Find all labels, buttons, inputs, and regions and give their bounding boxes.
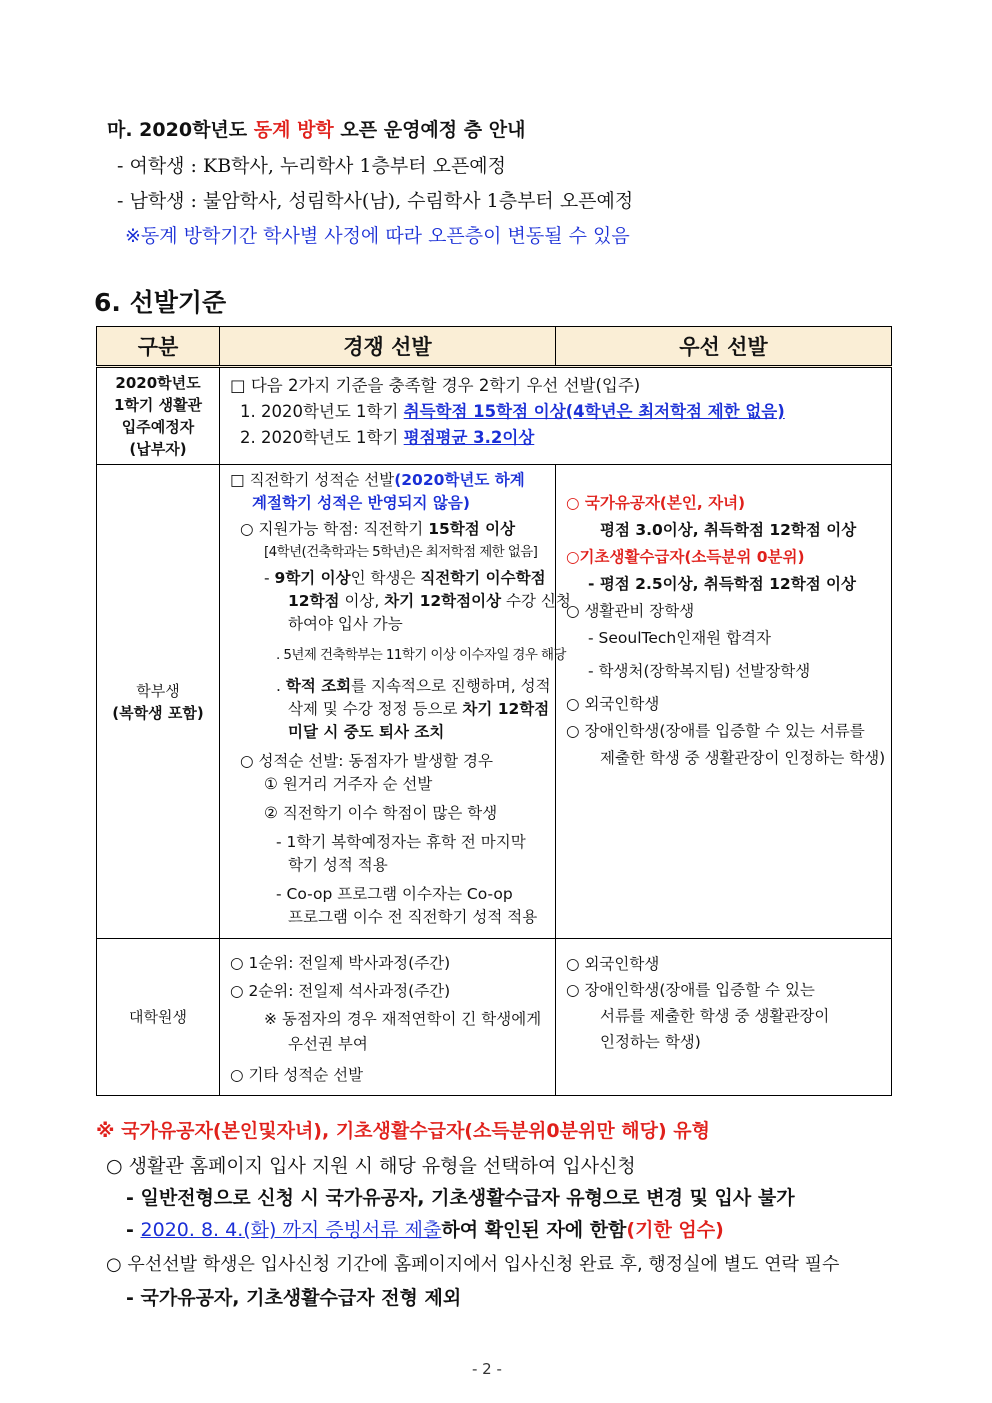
credits-requirement: 취득학점 15학점 이상(4학년은 최저학점 제한 없음) [403, 402, 785, 421]
prio-line: 서류를 제출한 학생 중 생활관장이 [600, 1007, 830, 1025]
text: (2020학년도 하계 [394, 471, 525, 489]
notice-heading-prefix: 마. 2020학년도 [107, 119, 254, 141]
deadline-strict: (기한 엄수) [626, 1219, 724, 1241]
text: 9학기 이상 [274, 569, 351, 587]
text: 를 지속적으로 진행하며, 성적 [351, 677, 551, 695]
notice-male: - 남학생 : 불암학사, 성림학사(남), 수림학사 1층부터 오픈예정 [117, 190, 634, 212]
gpa-requirement: 평점평균 3.2이상 [403, 428, 535, 447]
undergrad-competitive [220, 465, 571, 939]
notice-female: - 여학생 : KB학사, 누리학사 1층부터 오픈예정 [117, 155, 507, 177]
header-priority: 우선 선발 [556, 327, 892, 367]
comp-line: - 1학기 복학예정자는 휴학 전 마지막 [276, 833, 526, 851]
note-contact-required: ○ 우선선발 학생은 입사신청 기간에 홈페이지에서 입사신청 완료 후, 행정실에 별도 연락 필수 [106, 1254, 840, 1275]
category-line: (복학생 포함) [112, 703, 204, 722]
text: 15학점 이상 [428, 520, 516, 538]
prio-line: 평점 3.0이상, 취득학점 12학점 이상 [600, 521, 857, 539]
text: 인 학생은 [350, 569, 421, 587]
note-priority-types: ※ 국가유공자(본인및자녀), 기초생활수급자(소득분위0분위만 해당) 유형 [96, 1120, 711, 1142]
note-deadline [126, 1215, 724, 1242]
header-competitive: 경쟁 선발 [220, 327, 556, 367]
table-row [97, 367, 892, 465]
notice-heading [107, 115, 525, 142]
comp-line: ○ 1순위: 전일제 박사과정(주간) [230, 954, 451, 972]
comp-line [230, 675, 551, 698]
text: - [264, 569, 275, 587]
comp-line [230, 469, 547, 492]
prio-line: ○ 외국인학생 [566, 955, 660, 973]
category-current-residents [97, 367, 220, 465]
text: 수강 신청 [501, 592, 571, 610]
graduate-priority [556, 939, 892, 1096]
comp-line: ○ 성적순 선발: 동점자가 발생할 경우 [240, 752, 494, 770]
comp-line [230, 698, 550, 721]
comp-line: 계절학기 성적은 반영되지 않음) [252, 494, 470, 512]
text: - [126, 1219, 141, 1241]
text: 이상, [339, 592, 385, 610]
comp-line: 학기 성적 적용 [288, 856, 388, 874]
category-graduate: 대학원생 [97, 939, 220, 1096]
text: 차기 12학점 [462, 700, 550, 718]
comp-line: ① 원거리 거주자 순 선발 [264, 775, 433, 793]
category-line: 입주예정자 [121, 418, 195, 436]
notice-note: ※동계 방학기간 학사별 사정에 따라 오픈층이 변동될 수 있음 [125, 225, 630, 247]
prio-line: ○기초생활수급자(소득분위 0분위) [566, 548, 805, 566]
note-general-track: - 일반전형으로 신청 시 국가유공자, 기초생활수급자 유형으로 변경 및 입사 불가 [126, 1187, 795, 1209]
comp-line: ② 직전학기 이수 학점이 많은 학생 [264, 804, 498, 822]
prio-line: - 평점 2.5이상, 취득학점 12학점 이상 [588, 575, 857, 593]
notice-heading-suffix: 오픈 운영예정 층 안내 [333, 119, 526, 141]
category-line: 1학기 생활관 [113, 396, 203, 414]
comp-line: 미달 시 중도 퇴사 조치 [288, 723, 445, 741]
comp-line: - Co-op 프로그램 이수자는 Co-op [276, 885, 513, 903]
deadline-link: 2020. 8. 4.(화) 까지 증빙서류 제출 [140, 1219, 442, 1241]
section-title: 6. 선발기준 [94, 288, 227, 317]
comp-line: 하여야 입사 가능 [288, 615, 403, 633]
table-row [97, 465, 892, 939]
comp-line: [4학년(건축학과는 5학년)은 최저학점 제한 없음] [264, 544, 538, 560]
prio-line: - SeoulTech인재원 합격자 [588, 629, 771, 647]
comp-line: ○ 2순위: 전일제 석사과정(주간) [230, 982, 451, 1000]
criteria-credits [230, 399, 883, 425]
page-number: - 2 - [472, 1360, 502, 1378]
table-header-row [97, 327, 892, 367]
text: 12학점 [288, 592, 340, 610]
text: 직전학기 이수학점 [420, 569, 546, 587]
text: 학적 조회 [285, 677, 352, 695]
prio-line: 제출한 학생 중 생활관장이 인정하는 학생) [600, 749, 886, 767]
prio-line: - 학생처(장학복지팀) 선발장학생 [588, 662, 811, 680]
comp-line [230, 590, 571, 613]
comp-line [230, 567, 547, 590]
prio-line: ○ 장애인학생(장애를 입증할 수 있는 [566, 981, 815, 999]
prio-line: 인정하는 학생) [600, 1033, 701, 1051]
note-exclusion: - 국가유공자, 기초생활수급자 전형 제외 [126, 1287, 462, 1309]
note-application-type: ○ 생활관 홈페이지 입사 지원 시 해당 유형을 선택하여 입사신청 [106, 1155, 636, 1177]
selection-criteria-table [96, 326, 892, 1096]
text: . [276, 677, 286, 695]
graduate-competitive [220, 939, 556, 1096]
comp-line: 프로그램 이수 전 직전학기 성적 적용 [288, 908, 538, 926]
category-line: (납부자) [129, 440, 187, 458]
table-row [97, 939, 892, 1096]
undergrad-priority [556, 465, 892, 939]
prio-line: ○ 생활관비 장학생 [566, 602, 695, 620]
notice-heading-highlight: 동계 방학 [253, 119, 334, 141]
prio-line: ○ 외국인학생 [566, 695, 660, 713]
text: 차기 12학점이상 [384, 592, 502, 610]
prio-line: ○ 장애인학생(장애를 입증할 수 있는 서류를 [566, 722, 865, 740]
comp-line: ○ 기타 성적순 선발 [230, 1066, 364, 1084]
criteria-prefix: 2. 2020학년도 1학기 [240, 428, 404, 447]
category-line: 학부생 [136, 681, 180, 700]
text: 삭제 및 수강 정정 등으로 [288, 700, 463, 718]
criteria-line: □ 다음 2가지 기준을 충족할 경우 2학기 우선 선발(입주) [230, 376, 641, 395]
prio-line: ○ 국가유공자(본인, 자녀) [566, 494, 746, 512]
text: ○ 지원가능 학점: 직전학기 [240, 520, 429, 538]
category-line: 2020학년도 [115, 374, 201, 392]
text: □ 직전학기 성적순 선발 [230, 471, 395, 489]
comp-line: . 5년제 건축학부는 11학기 이상 이수자일 경우 해당 [276, 647, 566, 663]
criteria-prefix: 1. 2020학년도 1학기 [240, 402, 404, 421]
header-category: 구분 [97, 327, 220, 367]
text: 하여 확인된 자에 한함 [441, 1219, 627, 1241]
category-undergraduate [97, 465, 220, 939]
comp-line: 우선권 부여 [288, 1035, 368, 1053]
comp-line: ※ 동점자의 경우 재적연학이 긴 학생에게 [264, 1010, 542, 1028]
current-residents-criteria [220, 367, 892, 465]
comp-line [230, 518, 547, 541]
criteria-gpa [230, 425, 883, 451]
